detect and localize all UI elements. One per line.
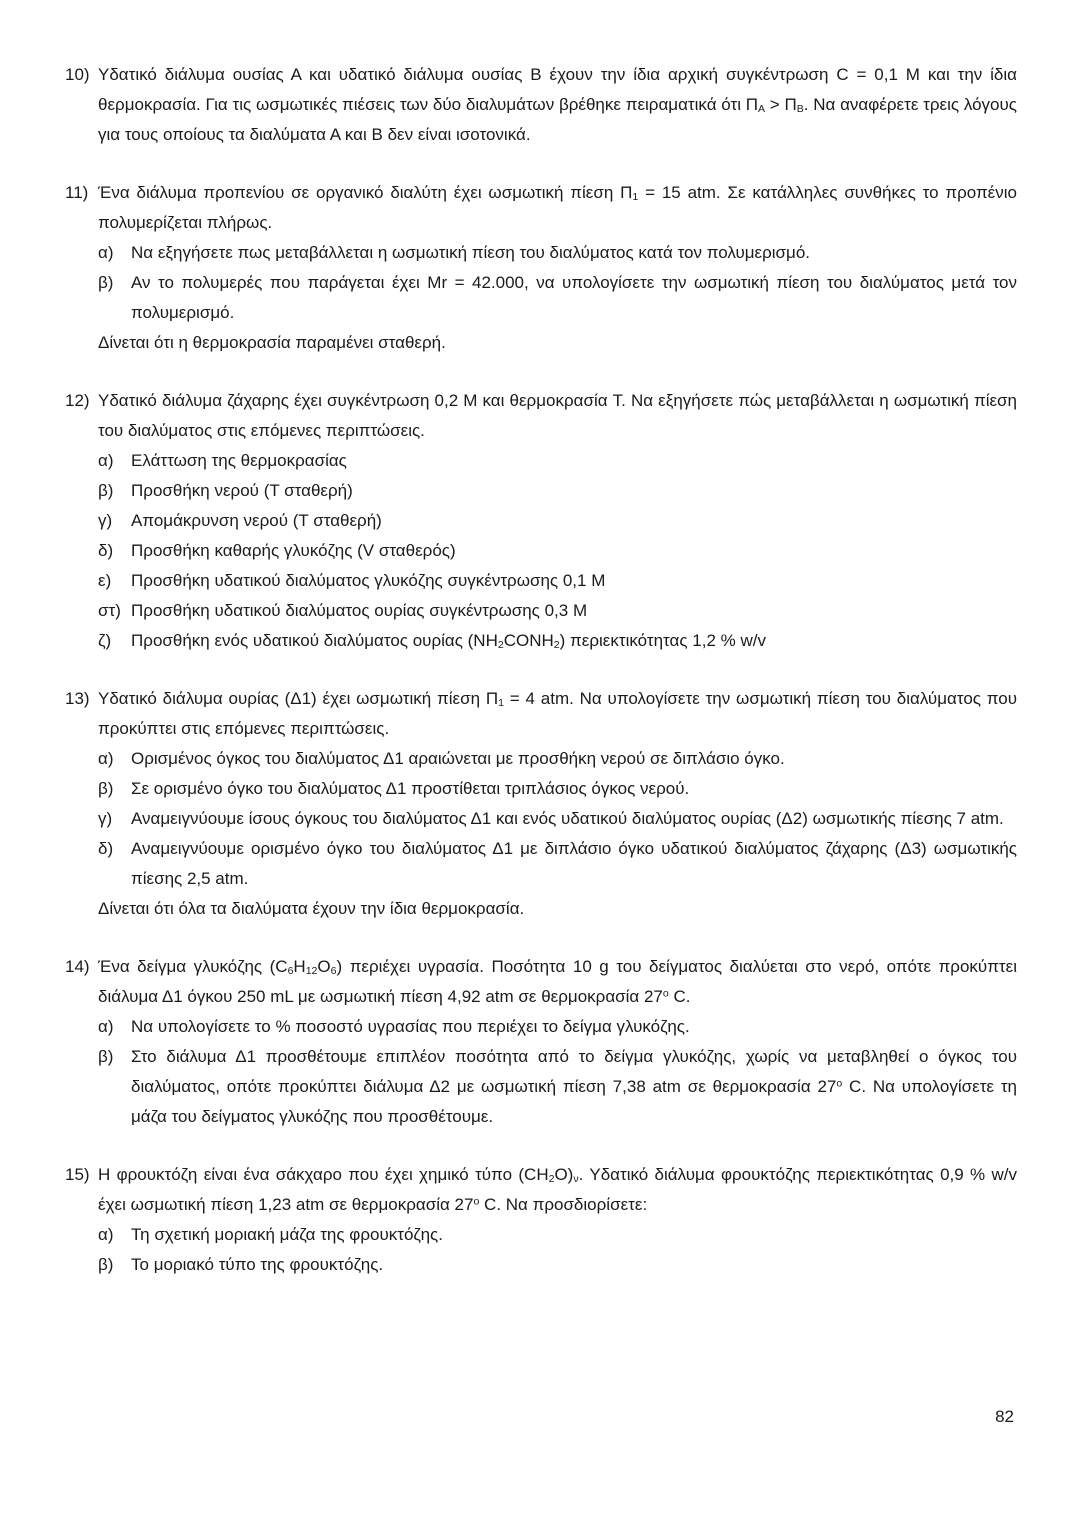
subitem-label: δ): [98, 541, 114, 560]
subitem-text: Αναμειγνύουμε ίσους όγκους του διαλύματος Δ1 και ενός υδατικού διαλύματος ουρίας (Δ2) ωσμωτικής πίεσης 7 atm.: [131, 809, 1004, 828]
subitem-label: ε): [98, 571, 112, 590]
page-number: 82: [995, 1407, 1014, 1426]
subitem-text: Να υπολογίσετε το % ποσοστό υγρασίας που περιέχει το δείγμα γλυκόζης.: [131, 1017, 690, 1036]
problem-10: [65, 60, 1017, 150]
subitem-list: [98, 238, 1017, 358]
subitem-text: Σε ορισμένο όγκο του διαλύματος Δ1 προστίθεται τριπλάσιος όγκος νερού.: [131, 779, 690, 798]
problem-intro-row: [65, 684, 1017, 744]
subitem-label: α): [98, 1225, 114, 1244]
subitem-label: ζ): [98, 631, 112, 650]
problem-13: [65, 684, 1017, 924]
subitem-row: [98, 626, 1017, 656]
problem-intro-text: Υδατικό διάλυμα ζάχαρης έχει συγκέντρωση 0,2 M και θερμοκρασία T. Να εξηγήσετε πώς μεταβάλλεται η ωσμωτική πίεση του διαλύματος στις επόμενες περιπτώσεις.: [98, 391, 1017, 440]
subitem-label: α): [98, 749, 114, 768]
subitem-text: Προσθήκη υδατικού διαλύματος γλυκόζης συγκέντρωσης 0,1 M: [131, 571, 606, 590]
subitem-label: α): [98, 243, 114, 262]
problem-intro-text: Η φρουκτόζη είναι ένα σάκχαρο που έχει χημικό τύπο $(CH_2O)_\nu$. Υδατικό διάλυμα φρουκτόζης περιεκτικότητας 0,9 % w/v έχει ωσμωτική πίεση 1,23 atm σε θερμοκρασία 27$^o$ C. Να προσδιορίσετε:: [98, 1165, 1017, 1214]
subitem-row: [98, 1220, 1017, 1250]
subitem-label: β): [98, 779, 114, 798]
problem-intro-row: [65, 178, 1017, 238]
subitem-row: [98, 536, 1017, 566]
subitem-label: β): [98, 1255, 114, 1274]
subitem-text: Αν το πολυμερές που παράγεται έχει Mr = 42.000, να υπολογίσετε την ωσμωτική πίεση του διαλύματος μετά τον πολυμερισμό.: [131, 273, 1017, 322]
problem-intro-text: Υδατικό διάλυμα ουσίας Α και υδατικό διάλυμα ουσίας Β έχουν την ίδια αρχική συγκέντρωση C = 0,1 M και την ίδια θερμοκρασία. Για τις ωσμωτικές πιέσεις των δύο διαλυμάτων βρέθηκε πειραματικά ότι $\Pi_A > \Pi_B$. Να αναφέρετε τρεις λόγους για τους οποίους τα διαλύματα Α και Β δεν είναι ισοτονικά.: [98, 65, 1017, 144]
subitem-label: στ): [98, 601, 121, 620]
subitem-row: [98, 268, 1017, 328]
subitem-label: γ): [98, 809, 113, 828]
subitem-row: [98, 566, 1017, 596]
subitem-row: [98, 1012, 1017, 1042]
subitem-list: [98, 744, 1017, 924]
problem-14: [65, 952, 1017, 1132]
problem-intro-row: [65, 60, 1017, 150]
subitem-list: [98, 446, 1017, 656]
problem-11: [65, 178, 1017, 358]
problem-number: 14): [65, 957, 90, 976]
subitem-row: [98, 506, 1017, 536]
subitem-row: [98, 238, 1017, 268]
problem-intro-text: Ένα διάλυμα προπενίου σε οργανικό διαλύτη έχει ωσμωτική πίεση $\Pi_1 = 15$ atm. Σε κατάλληλες συνθήκες το προπένιο πολυμερίζεται πλήρως.: [98, 183, 1017, 232]
subitem-text: Προσθήκη υδατικού διαλύματος ουρίας συγκέντρωσης 0,3 M: [131, 601, 588, 620]
subitem-row: [98, 476, 1017, 506]
problem-number: 13): [65, 689, 90, 708]
subitem-label: β): [98, 273, 114, 292]
problem-note: Δίνεται ότι η θερμοκρασία παραμένει σταθερή.: [98, 333, 446, 352]
subitem-list: [98, 1220, 1017, 1280]
subitem-label: β): [98, 1047, 114, 1066]
subitem-text: Αναμειγνύουμε ορισμένο όγκο του διαλύματος Δ1 με διπλάσιο όγκο υδατικού διαλύματος ζάχαρης (Δ3) ωσμωτικής πίεσης 2,5 atm.: [131, 839, 1017, 888]
subitem-row: [98, 596, 1017, 626]
subitem-text: Ελάττωση της θερμοκρασίας: [131, 451, 347, 470]
subitem-row: [98, 744, 1017, 774]
subitem-text: Να εξηγήσετε πως μεταβάλλεται η ωσμωτική πίεση του διαλύματος κατά τον πολυμερισμό.: [131, 243, 811, 262]
subitem-label: α): [98, 1017, 114, 1036]
subitem-label: β): [98, 481, 114, 500]
problem-intro-text: Υδατικό διάλυμα ουρίας (Δ1) έχει ωσμωτική πίεση $\Pi_1 = 4$ atm. Να υπολογίσετε την ωσμωτική πίεση του διαλύματος που προκύπτει στις επόμενες περιπτώσεις.: [98, 689, 1018, 738]
subitem-row: [98, 834, 1017, 894]
problem-number: 15): [65, 1165, 90, 1184]
problem-intro-text: Ένα δείγμα γλυκόζης $(C_6H_{12}O_6)$ περιέχει υγρασία. Ποσότητα 10 g του δείγματος διαλύεται στο νερό, οπότε προκύπτει διάλυμα Δ1 όγκου 250 mL με ωσμωτική πίεση 4,92 atm σε θερμοκρασία 27$^o$ C.: [98, 957, 1017, 1006]
problem-12: [65, 386, 1017, 656]
subitem-row: [98, 774, 1017, 804]
problem-intro-row: [65, 386, 1017, 446]
subitem-text: Απομάκρυνση νερού (T σταθερή): [131, 511, 382, 530]
subitem-row: [98, 446, 1017, 476]
subitem-text: Προσθήκη καθαρής γλυκόζης (V σταθερός): [131, 541, 456, 560]
subitem-label: γ): [98, 511, 113, 530]
problem-number: 11): [65, 183, 89, 202]
subitem-text: Τη σχετική μοριακή μάζα της φρουκτόζης.: [131, 1225, 443, 1244]
problem-number: 12): [65, 391, 90, 410]
subitem-text: Στο διάλυμα Δ1 προσθέτουμε επιπλέον ποσότητα από το δείγμα γλυκόζης, χωρίς να μεταβληθεί ο όγκος του διαλύματος, οπότε προκύπτει διάλυμα Δ2 με ωσμωτική πίεση 7,38 atm σε θερμοκρασία 27$^o$ C. Να υπολογίσετε τη μάζα του δείγματος γλυκόζης που προσθέτουμε.: [131, 1047, 1017, 1126]
problem-intro-row: [65, 952, 1017, 1012]
problem-note: Δίνεται ότι όλα τα διαλύματα έχουν την ίδια θερμοκρασία.: [98, 899, 525, 918]
subitem-label: α): [98, 451, 114, 470]
problem-15: [65, 1160, 1017, 1280]
subitem-row: [98, 1042, 1017, 1132]
subitem-text: Ορισμένος όγκος του διαλύματος Δ1 αραιώνεται με προσθήκη νερού σε διπλάσιο όγκο.: [131, 749, 785, 768]
subitem-text: Το μοριακό τύπο της φρουκτόζης.: [131, 1255, 384, 1274]
subitem-label: δ): [98, 839, 114, 858]
problem-number: 10): [65, 65, 90, 84]
subitem-text: Προσθήκη νερού (T σταθερή): [131, 481, 353, 500]
subitem-row: [98, 1250, 1017, 1280]
subitem-list: [98, 1012, 1017, 1132]
subitem-text: Προσθήκη ενός υδατικού διαλύματος ουρίας $(NH_2CONH_2)$ περιεκτικότητας 1,2 % w/v: [131, 631, 766, 651]
subitem-row: [98, 804, 1017, 834]
problem-intro-row: [65, 1160, 1017, 1220]
